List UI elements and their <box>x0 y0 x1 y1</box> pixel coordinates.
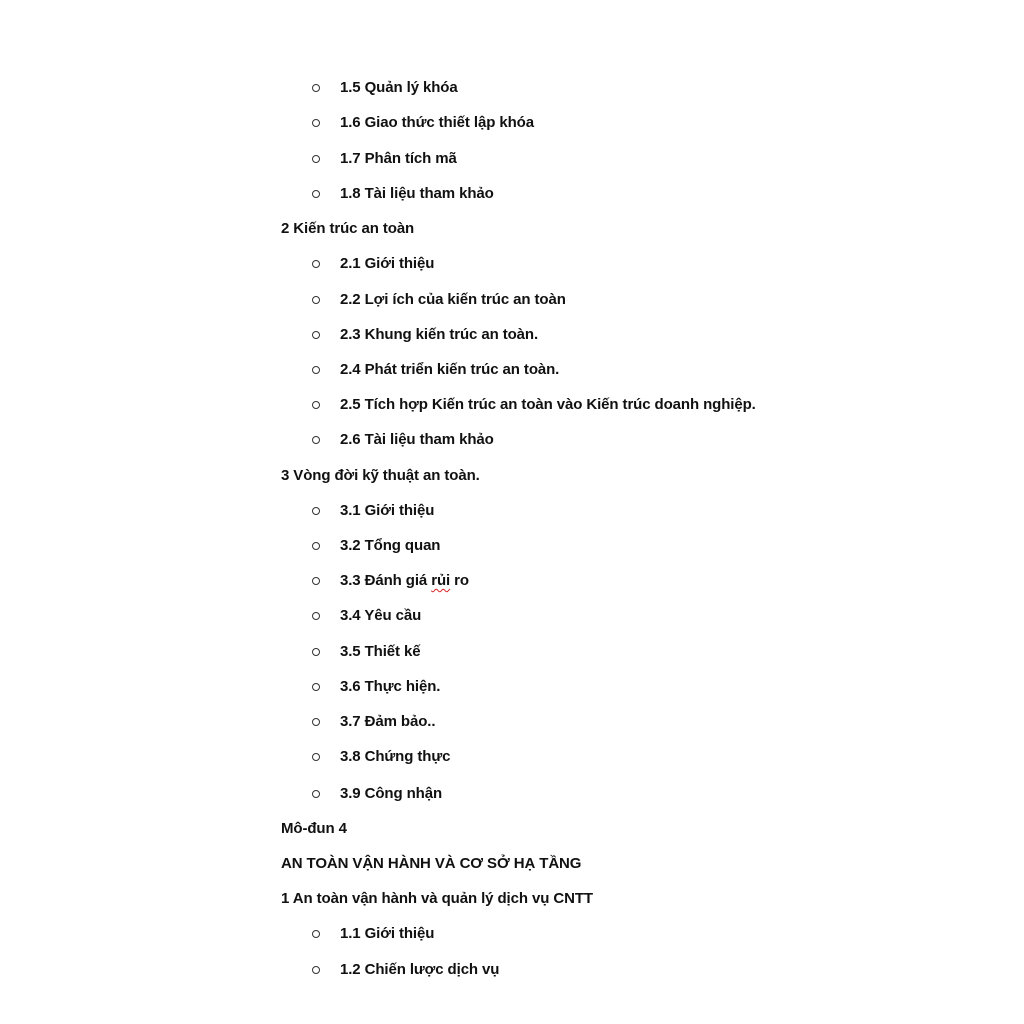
spellcheck-flagged-word[interactable]: rủi <box>431 572 451 589</box>
hollow-circle-bullet-icon <box>312 507 320 515</box>
toc-item[interactable]: 3.4 Yêu cầu <box>340 607 422 624</box>
toc-item[interactable] <box>340 572 469 590</box>
toc-item[interactable]: 1.6 Giao thức thiết lập khóa <box>340 114 534 131</box>
toc-item[interactable]: 1.8 Tài liệu tham khảo <box>340 185 494 202</box>
hollow-circle-bullet-icon <box>312 930 320 938</box>
toc-item[interactable]: 2.2 Lợi ích của kiến trúc an toàn <box>340 291 566 308</box>
hollow-circle-bullet-icon <box>312 790 320 798</box>
hollow-circle-bullet-icon <box>312 648 320 656</box>
hollow-circle-bullet-icon <box>312 683 320 691</box>
toc-item[interactable]: 2.4 Phát triển kiến trúc an toàn. <box>340 361 560 378</box>
toc-item[interactable]: 1.5 Quản lý khóa <box>340 79 458 96</box>
hollow-circle-bullet-icon <box>312 296 320 304</box>
toc-item[interactable]: 2.3 Khung kiến trúc an toàn. <box>340 326 539 343</box>
toc-item[interactable]: 1.7 Phân tích mã <box>340 150 457 167</box>
toc-item[interactable]: 3.6 Thực hiện. <box>340 678 441 695</box>
hollow-circle-bullet-icon <box>312 753 320 761</box>
hollow-circle-bullet-icon <box>312 401 320 409</box>
toc-item[interactable]: 3.2 Tổng quan <box>340 537 441 554</box>
hollow-circle-bullet-icon <box>312 155 320 163</box>
toc-item[interactable]: 2.1 Giới thiệu <box>340 255 435 272</box>
hollow-circle-bullet-icon <box>312 542 320 550</box>
toc-item[interactable]: 3.1 Giới thiệu <box>340 502 435 519</box>
hollow-circle-bullet-icon <box>312 366 320 374</box>
module-title[interactable]: AN TOÀN VẬN HÀNH VÀ CƠ SỞ HẠ TẦNG <box>281 855 582 872</box>
toc-item[interactable]: 1.1 Giới thiệu <box>340 925 435 942</box>
module-label[interactable]: Mô-đun 4 <box>281 820 347 837</box>
hollow-circle-bullet-icon <box>312 966 320 974</box>
toc-item[interactable]: 2.5 Tích hợp Kiến trúc an toàn vào Kiến trúc doanh nghiệp. <box>340 396 756 413</box>
hollow-circle-bullet-icon <box>312 119 320 127</box>
toc-item-text: ro <box>450 572 469 589</box>
section-heading[interactable]: 1 An toàn vận hành và quản lý dịch vụ CNTT <box>281 890 593 907</box>
toc-item-text: 3.3 Đánh giá <box>340 572 432 589</box>
section-heading[interactable]: 2 Kiến trúc an toàn <box>281 220 415 237</box>
toc-item[interactable]: 3.9 Công nhận <box>340 785 443 802</box>
hollow-circle-bullet-icon <box>312 612 320 620</box>
hollow-circle-bullet-icon <box>312 84 320 92</box>
toc-item[interactable]: 1.2 Chiến lược dịch vụ <box>340 961 500 978</box>
toc-item[interactable]: 3.8 Chứng thực <box>340 748 451 765</box>
hollow-circle-bullet-icon <box>312 260 320 268</box>
hollow-circle-bullet-icon <box>312 577 320 585</box>
hollow-circle-bullet-icon <box>312 718 320 726</box>
toc-item[interactable]: 3.5 Thiết kế <box>340 643 421 660</box>
toc-item[interactable]: 2.6 Tài liệu tham khảo <box>340 431 494 448</box>
hollow-circle-bullet-icon <box>312 436 320 444</box>
hollow-circle-bullet-icon <box>312 190 320 198</box>
section-heading[interactable]: 3 Vòng đời kỹ thuật an toàn. <box>281 467 480 484</box>
toc-item[interactable]: 3.7 Đảm bảo.. <box>340 713 436 730</box>
hollow-circle-bullet-icon <box>312 331 320 339</box>
